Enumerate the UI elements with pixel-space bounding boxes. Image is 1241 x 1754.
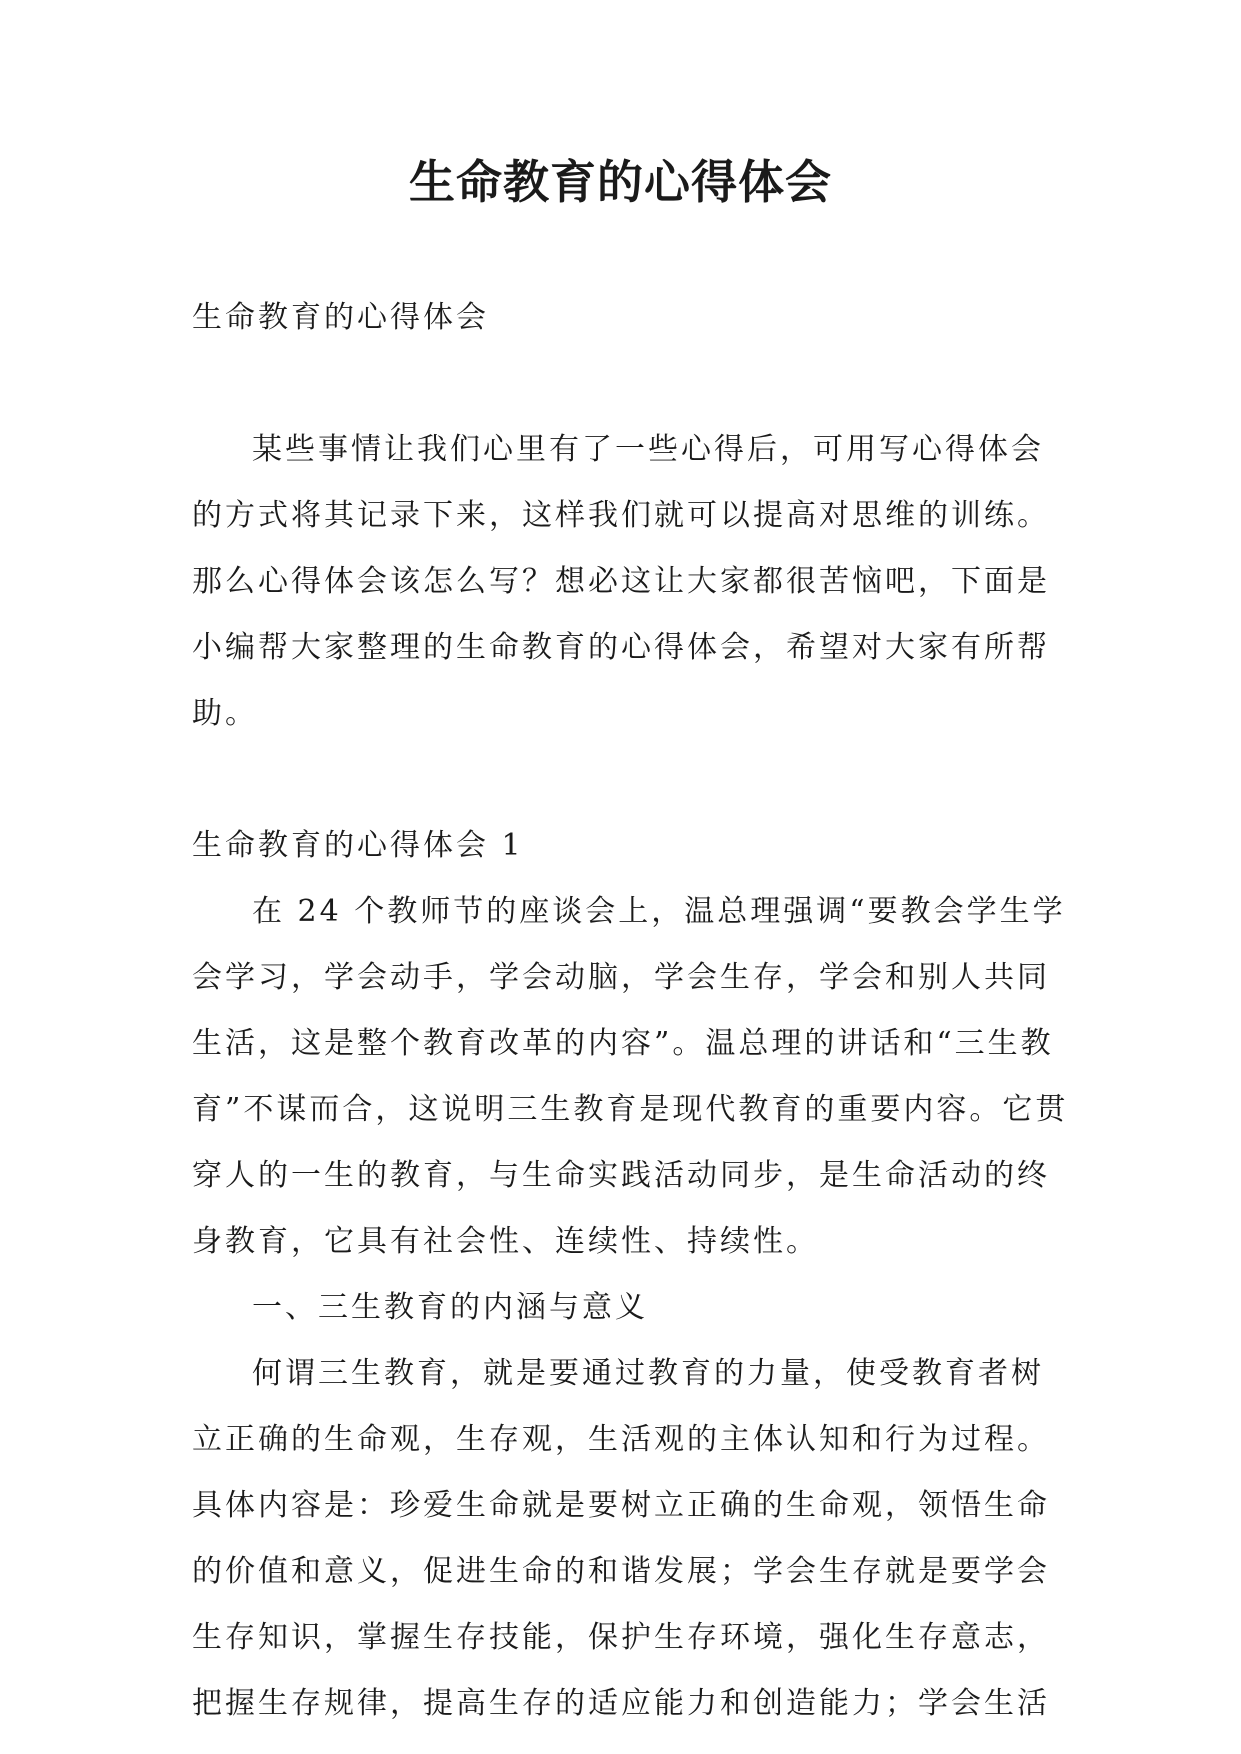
subheading-1: 一、三生教育的内涵与意义 <box>252 1290 648 1325</box>
body-paragraph-1: 在 24 个教师节的座谈会上，温总理强调“要教会学生学会学习，学会动手，学会动脑，学会生存，学会和别人共同生活，这是整个教育改革的内容”。温总理的讲话和“三生教育”不谋而合，这说明三生教育是现代教育的重要内容。它贯穿人的一生的教育，与生命实践活动同步，是生命活动的终身教育，它具有社会性、连续性、持续性。 <box>192 894 1069 1259</box>
section-heading: 生命教育的心得体会 1 <box>192 828 524 863</box>
document-body <box>192 285 1072 1737</box>
document-title: 生命教育的心得体会 <box>409 155 832 209</box>
document-subtitle: 生命教育的心得体会 <box>192 300 489 335</box>
spacer <box>192 747 1072 813</box>
intro-paragraph: 某些事情让我们心里有了一些心得后，可用写心得体会的方式将其记录下来，这样我们就可以提高对思维的训练。那么心得体会该怎么写？想必这让大家都很苦恼吧，下面是小编帮大家整理的生命教育的心得体会，希望对大家有所帮助。 <box>192 432 1050 731</box>
body-paragraph-2: 何谓三生教育，就是要通过教育的力量，使受教育者树立正确的生命观，生存观，生活观的主体认知和行为过程。具体内容是：珍爱生命就是要树立正确的生命观，领悟生命的价值和意义，促进生命的和谐发展；学会生存就是要学会生存知识，掌握生存技能，保护生存环境，强化生存意志，把握生存规律，提高生存的适应能力和创造能力；学会生活 <box>192 1356 1050 1721</box>
spacer <box>192 351 1072 417</box>
